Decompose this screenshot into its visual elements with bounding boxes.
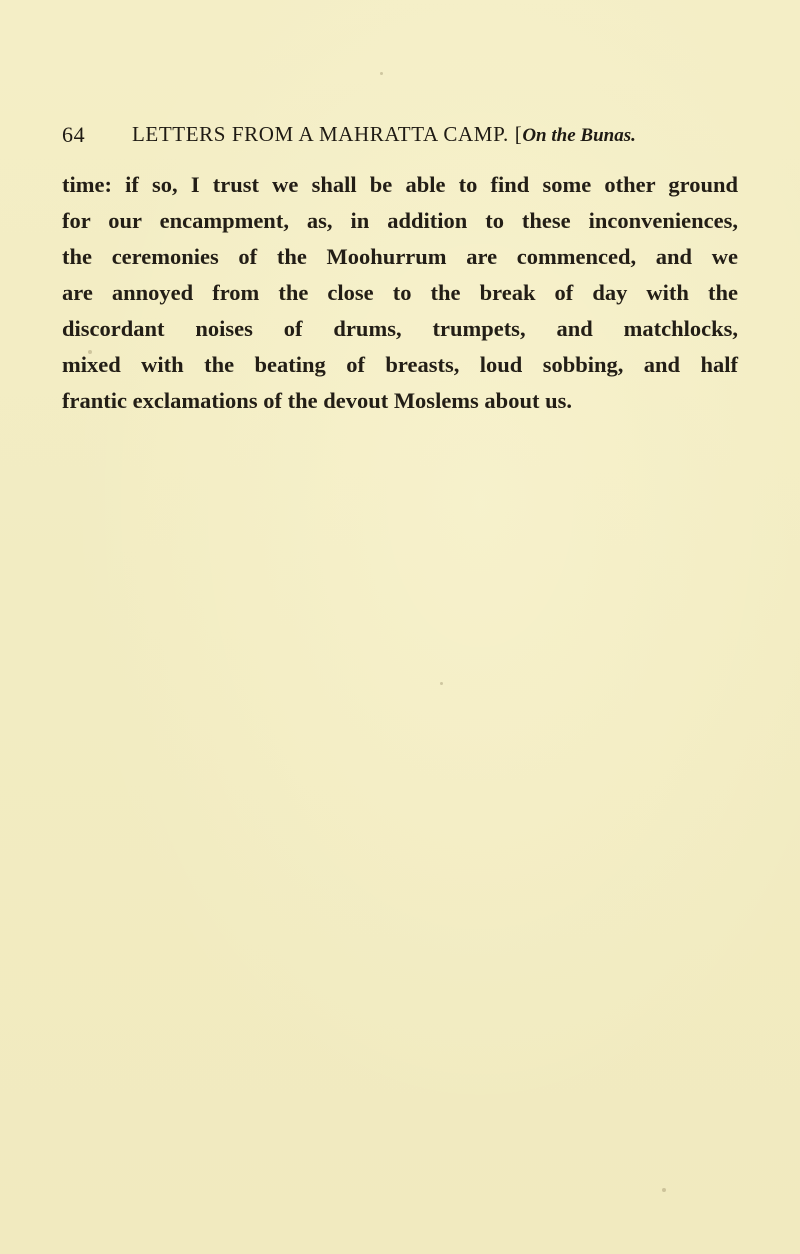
text-line: are annoyed from the close to the break of day with the bbox=[62, 280, 738, 305]
text-line: frantic exclamations of the devout Moslems about us. bbox=[62, 388, 572, 413]
text-line: mixed with the beating of breasts, loud sobbing, and half bbox=[62, 352, 738, 377]
text-line: for our encampment, as, in addition to these inconveniences, bbox=[62, 208, 738, 233]
running-title bbox=[132, 122, 636, 147]
page-number: 64 bbox=[62, 122, 86, 147]
paper-speck bbox=[440, 682, 443, 685]
text-line: the ceremonies of the Moohurrum are commenced, and we bbox=[62, 244, 738, 269]
running-head bbox=[62, 122, 762, 152]
body-text bbox=[62, 167, 738, 419]
section-bracket: [ bbox=[514, 122, 523, 146]
book-title: LETTERS FROM A MAHRATTA CAMP. bbox=[132, 122, 509, 146]
text-line: time: if so, I trust we shall be able to find some other ground bbox=[62, 172, 738, 197]
paper-speck bbox=[380, 72, 383, 75]
paper-speck bbox=[662, 1188, 666, 1192]
section-title: On the Bunas. bbox=[522, 125, 636, 146]
text-line: discordant noises of drums, trumpets, and matchlocks, bbox=[62, 316, 738, 341]
